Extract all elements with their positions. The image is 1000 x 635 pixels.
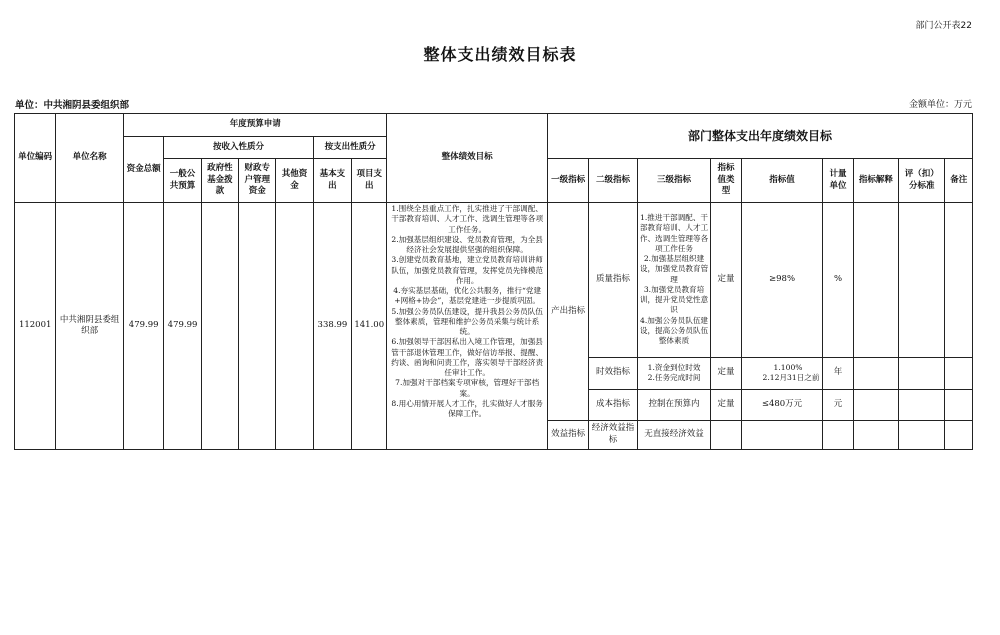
form-number: 部门公开表22 xyxy=(915,21,972,31)
header-by-expense: 按支出性质分 xyxy=(313,137,387,159)
header-unit-name: 单位名称 xyxy=(56,114,124,203)
money-unit-label: 金额单位：万元 xyxy=(908,100,972,110)
page-title: 整体支出绩效目标表 xyxy=(423,45,577,64)
quality-level3-item: 4.加强公务员队伍建设，提高公务员队伍整体素质 xyxy=(639,315,709,346)
header-general-budget: 一般公共预算 xyxy=(164,159,201,203)
overall-goal-item: 2.加强基层组织建设、党员教育管理，为全县经济社会发展提供坚强的组织保障。 xyxy=(391,234,543,254)
timeliness-level3-item: 1.资金到位时效 xyxy=(647,362,701,372)
cell-quality-level3 xyxy=(637,203,711,358)
unit-label: 单位：中共湘阴县委组织部 xyxy=(15,100,130,111)
cell-cost-level2: 成本指标 xyxy=(589,389,637,420)
header-other-funds: 其他资金 xyxy=(276,159,313,203)
cell-overall-goal xyxy=(387,203,547,450)
cell-timeliness-type: 定量 xyxy=(711,357,741,389)
cell-benefit-indicator: 效益指标 xyxy=(547,420,588,449)
cell-unit-code: 112001 xyxy=(15,203,56,450)
header-level3: 三级指标 xyxy=(637,159,711,203)
cell-total-funds: 479.99 xyxy=(124,203,164,450)
cell-quality-type: 定量 xyxy=(711,203,741,358)
cell-project-expense: 141.00 xyxy=(352,203,387,450)
cell-timeliness-remark xyxy=(945,357,973,389)
cell-general-budget: 479.99 xyxy=(164,203,201,450)
cell-economic-level3: 无直接经济效益 xyxy=(637,420,711,449)
cell-quality-remark xyxy=(945,203,973,358)
cell-timeliness-level2: 时效指标 xyxy=(589,357,637,389)
cell-quality-unit: % xyxy=(823,203,853,358)
header-by-income: 按收入性质分 xyxy=(164,137,313,159)
cell-cost-remark xyxy=(945,389,973,420)
overall-goal-item: 4.夯实基层基础，优化公共服务，推行“党建+网格+协会”，基层党建进一步提质巩固。 xyxy=(393,286,542,306)
cell-timeliness-level3 xyxy=(637,357,711,389)
header-scoring: 评（扣）分标准 xyxy=(899,159,945,203)
header-unit-code: 单位编码 xyxy=(15,114,56,203)
cell-timeliness-explain xyxy=(853,357,898,389)
overall-goal-item: 8.用心用情开展人才工作，扎实做好人才服务保障工作。 xyxy=(391,398,543,418)
cell-basic-expense: 338.99 xyxy=(313,203,351,450)
cell-quality-value: ≥98% xyxy=(741,203,823,358)
header-indicator-value: 指标值 xyxy=(741,159,823,203)
cell-cost-unit: 元 xyxy=(823,389,853,420)
header-dept-goal: 部门整体支出年度绩效目标 xyxy=(547,114,972,159)
cell-timeliness-value xyxy=(741,357,823,389)
cell-timeliness-scoring xyxy=(899,357,945,389)
header-level2: 二级指标 xyxy=(589,159,637,203)
cell-quality-scoring xyxy=(899,203,945,358)
header-gov-fund: 政府性基金拨款 xyxy=(201,159,238,203)
quality-level3-item: 2.加强基层组织建设，加强党员教育管理 xyxy=(639,254,709,284)
header-indicator-type: 指标值类型 xyxy=(711,159,741,203)
overall-goal-item: 7.加强对干部档案专项审核，管理好干部档案。 xyxy=(395,378,540,398)
header-annual-budget: 年度预算申请 xyxy=(124,114,387,137)
timeliness-value-item: 1.100% xyxy=(773,362,803,372)
cell-fiscal-special xyxy=(239,203,276,450)
cell-economic-type xyxy=(711,420,741,449)
cell-cost-type: 定量 xyxy=(711,389,741,420)
cell-other-funds xyxy=(276,203,313,450)
cell-economic-explain xyxy=(853,420,898,449)
cell-economic-scoring xyxy=(899,420,945,449)
cell-unit-name: 中共湘阴县委组织部 xyxy=(56,203,124,450)
header-basic-expense: 基本支出 xyxy=(313,159,351,203)
cell-economic-remark xyxy=(945,420,973,449)
header-level1: 一级指标 xyxy=(547,159,588,203)
quality-level3-item: 3.加强党员教育培训，提升党员党性意识 xyxy=(639,284,709,315)
header-total-funds: 资金总额 xyxy=(124,137,164,203)
header-indicator-explain: 指标解释 xyxy=(853,159,898,203)
cell-gov-fund xyxy=(201,203,238,450)
performance-goal-table xyxy=(14,113,973,450)
cell-quality-level2: 质量指标 xyxy=(589,203,637,358)
overall-goal-item: 3.创建党员教育基地，建立党员教育培训讲师队伍，加强党员教育管理，发挥党员先锋模范作用。 xyxy=(391,255,544,285)
header-fiscal-special: 财政专户管理资金 xyxy=(239,159,276,203)
cell-cost-explain xyxy=(853,389,898,420)
cell-economic-level2: 经济效益指标 xyxy=(589,420,637,449)
cell-cost-level3: 控制在预算内 xyxy=(637,389,711,420)
cell-economic-value xyxy=(741,420,823,449)
cell-economic-unit xyxy=(823,420,853,449)
cell-quality-explain xyxy=(853,203,898,358)
cell-cost-value: ≤480万元 xyxy=(741,389,823,420)
quality-level3-item: 1.推进干部调配、干部教育培训、人才工作、选调生管理等各项工作任务 xyxy=(639,213,709,253)
overall-goal-item: 1.围绕全县重点工作，扎实推进了干部调配、干部教育培训、人才工作、选调生管理等各项工作任务。 xyxy=(391,204,544,234)
overall-goal-item: 5.加强公务员队伍建设，提升我县公务员队伍整体素质，管理和维护公务员采集与统计系统。 xyxy=(391,306,543,336)
header-remark: 备注 xyxy=(945,159,973,203)
cell-timeliness-unit: 年 xyxy=(823,357,853,389)
header-project-expense: 项目支出 xyxy=(352,159,387,203)
header-overall-goal: 整体绩效目标 xyxy=(387,114,547,203)
header-measure-unit: 计量单位 xyxy=(823,159,853,203)
cell-output-indicator: 产出指标 xyxy=(547,203,588,421)
cell-cost-scoring xyxy=(899,389,945,420)
timeliness-level3-item: 2.任务完成时间 xyxy=(647,373,701,383)
overall-goal-item: 6.加强领导干部因私出入境工作管理，加强县管干部退休管理工作，做好信访举报、提醒、约谈、函询和问责工作，落实领导干部经济责任审计工作。 xyxy=(391,337,544,377)
timeliness-value-item: 2.12月31日之前 xyxy=(762,373,820,383)
